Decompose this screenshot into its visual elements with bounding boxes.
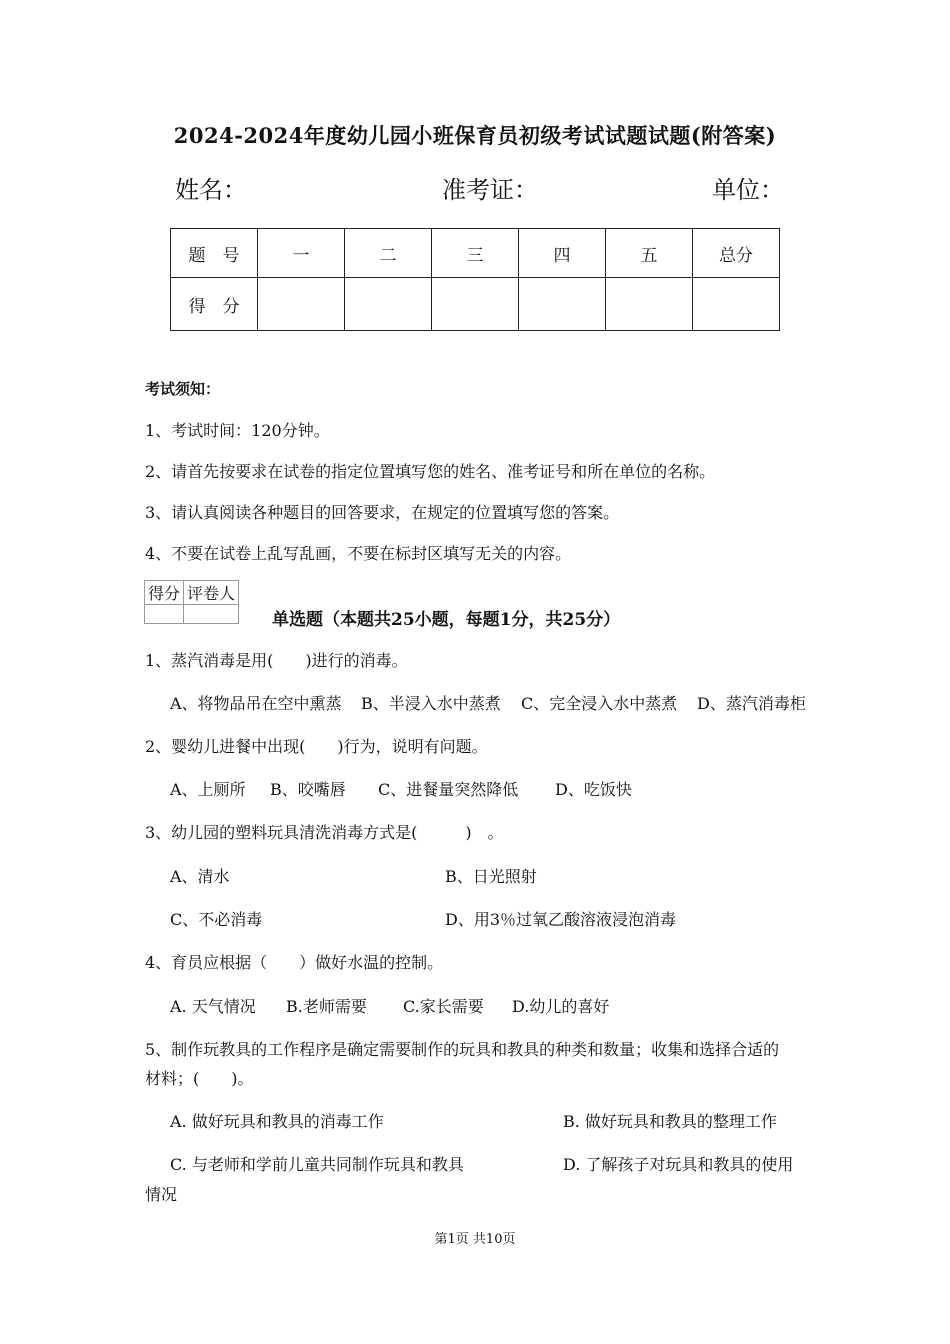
score-cell bbox=[345, 278, 432, 331]
notice-item: 2、请首先按要求在试卷的指定位置填写您的姓名、准考证号和所在单位的名称。 bbox=[145, 462, 716, 481]
score-table-header-cell: 总分 bbox=[693, 229, 780, 278]
question-stem: 4、育员应根据（ ）做好水温的控制。 bbox=[145, 953, 444, 972]
question-option: A. 天气情况 bbox=[170, 997, 256, 1016]
question-option: B. 做好玩具和教具的整理工作 bbox=[563, 1112, 777, 1131]
question-stem: 1、蒸汽消毒是用( )进行的消毒。 bbox=[145, 651, 408, 670]
question-option: A、上厕所 bbox=[170, 780, 246, 799]
score-table-header-cell: 四 bbox=[519, 229, 606, 278]
score-table-header-row bbox=[171, 229, 780, 278]
question-option: A、将物品吊在空中熏蒸 bbox=[170, 694, 342, 713]
grader-box-score-cell bbox=[145, 605, 184, 624]
notice-item: 3、请认真阅读各种题目的回答要求，在规定的位置填写您的答案。 bbox=[145, 503, 620, 522]
grader-box-grader-cell bbox=[184, 605, 239, 624]
question-option: C.家长需要 bbox=[403, 997, 484, 1016]
score-table-header-cell: 一 bbox=[258, 229, 345, 278]
score-table bbox=[170, 228, 780, 331]
score-table-header-cell: 三 bbox=[432, 229, 519, 278]
question-option: C、进餐量突然降低 bbox=[378, 780, 519, 799]
question-option: A. 做好玩具和教具的消毒工作 bbox=[170, 1112, 384, 1131]
score-row-label: 得 分 bbox=[171, 278, 258, 331]
score-cell bbox=[432, 278, 519, 331]
section-title: 单选题（本题共25小题，每题1分，共25分） bbox=[272, 610, 621, 630]
question-option: B、半浸入水中蒸煮 bbox=[361, 694, 501, 713]
question-option: C. 与老师和学前儿童共同制作玩具和教具 bbox=[170, 1155, 464, 1174]
grader-box-grader-label: 评卷人 bbox=[184, 581, 239, 605]
question-option: B、日光照射 bbox=[445, 867, 537, 886]
score-table-header-cell: 五 bbox=[606, 229, 693, 278]
question-option: A、清水 bbox=[170, 867, 230, 886]
grader-box-score-label: 得分 bbox=[145, 581, 184, 605]
grader-box bbox=[144, 580, 239, 624]
score-table-header-cell: 二 bbox=[345, 229, 432, 278]
document-title: 2024-2024年度幼儿园小班保育员初级考试试题试题(附答案) bbox=[173, 123, 777, 148]
exam-number-field-label: 准考证： bbox=[442, 176, 538, 204]
score-cell bbox=[693, 278, 780, 331]
question-option-continuation: 情况 bbox=[145, 1185, 178, 1204]
question-option: D.幼儿的喜好 bbox=[512, 997, 610, 1016]
notice-heading: 考试须知： bbox=[145, 380, 221, 398]
score-cell bbox=[606, 278, 693, 331]
question-option: C、不必消毒 bbox=[170, 910, 263, 929]
question-option: D. 了解孩子对玩具和教具的使用 bbox=[563, 1155, 794, 1174]
score-table-header-cell: 题 号 bbox=[171, 229, 258, 278]
score-cell bbox=[519, 278, 606, 331]
notice-item: 4、不要在试卷上乱写乱画，不要在标封区填写无关的内容。 bbox=[145, 544, 572, 563]
question-option: C、完全浸入水中蒸煮 bbox=[521, 694, 678, 713]
question-option: B、咬嘴唇 bbox=[270, 780, 346, 799]
question-option: B.老师需要 bbox=[286, 997, 367, 1016]
question-option: D、蒸汽消毒柜 bbox=[697, 694, 806, 713]
unit-field-label: 单位： bbox=[712, 176, 784, 204]
name-field-label: 姓名： bbox=[175, 176, 247, 204]
question-stem: 5、制作玩教具的工作程序是确定需要制作的玩具和教具的种类和数量；收集和选择合适的 bbox=[145, 1040, 780, 1059]
question-option: D、用3％过氧乙酸溶液浸泡消毒 bbox=[445, 910, 677, 929]
score-table-score-row bbox=[171, 278, 780, 331]
question-option: D、吃饭快 bbox=[555, 780, 632, 799]
question-stem-continuation: 材料；( )。 bbox=[145, 1069, 254, 1088]
notice-item: 1、考试时间：120分钟。 bbox=[145, 421, 330, 440]
page-footer: 第1页 共10页 bbox=[434, 1232, 516, 1247]
question-stem: 3、幼儿园的塑料玩具清洗消毒方式是( ) 。 bbox=[145, 823, 504, 842]
question-stem: 2、婴幼儿进餐中出现( )行为，说明有问题。 bbox=[145, 737, 488, 756]
score-cell bbox=[258, 278, 345, 331]
